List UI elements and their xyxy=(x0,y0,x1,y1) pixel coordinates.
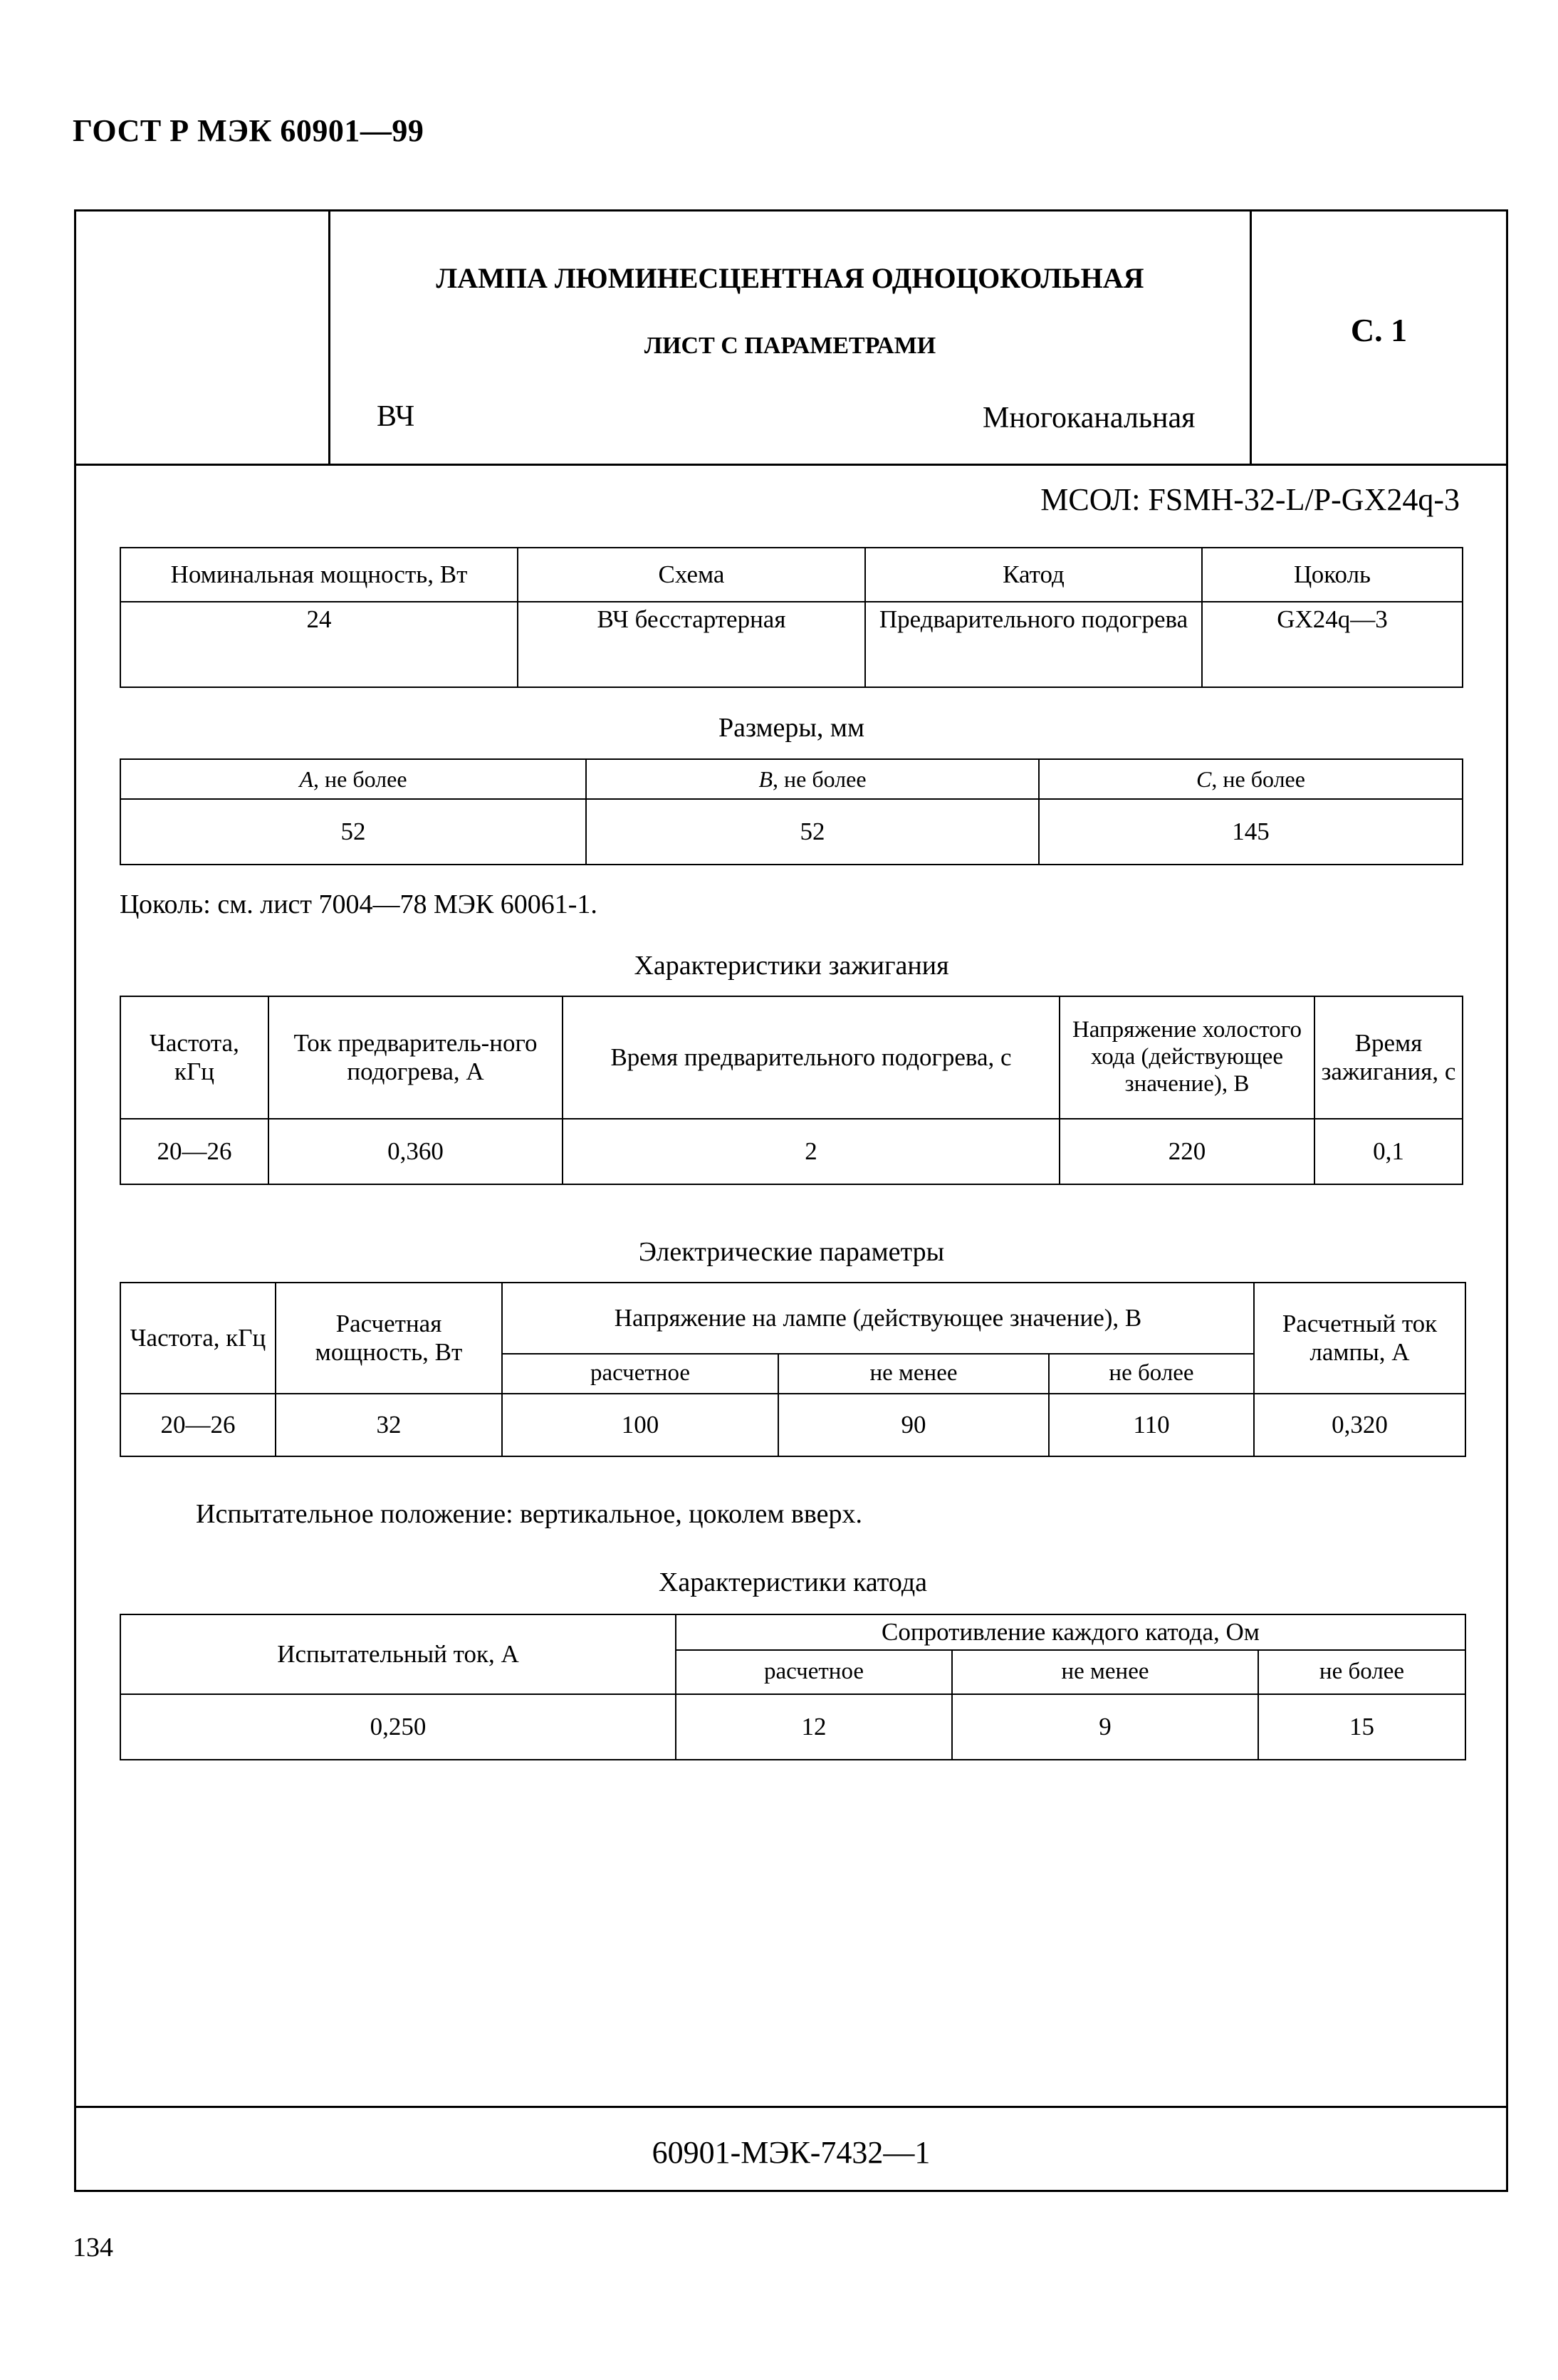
header-cell: Сопротивление каждого катода, Ом xyxy=(676,1614,1465,1650)
subheader-cell: расчетное xyxy=(502,1354,778,1394)
table-header-row xyxy=(120,548,1463,602)
main-parameter-table xyxy=(120,547,1463,688)
table-header-row xyxy=(120,996,1463,1119)
base-note: Цоколь: см. лист 7004—78 МЭК 60061-1. xyxy=(120,889,597,919)
header-cell: Расчетный ток лампы, А xyxy=(1254,1283,1465,1394)
cathode-caption: Характеристики катода xyxy=(658,1567,928,1597)
sheet-number: С. 1 xyxy=(1350,312,1408,348)
ignition-table xyxy=(120,996,1463,1185)
lamp-designation: МСОЛ: FSMH-32-L/P-GX24q-3 xyxy=(1040,482,1460,517)
header-cell: Частота, кГц xyxy=(120,1283,276,1394)
electrical-caption: Электрические параметры xyxy=(638,1237,945,1267)
value-cell: 90 xyxy=(778,1394,1049,1456)
value-cell: 12 xyxy=(676,1694,952,1760)
header-cell: Схема xyxy=(518,548,865,602)
value-cell: 145 xyxy=(1039,799,1463,865)
header-cell: Время зажигания, с xyxy=(1314,996,1463,1119)
title-right-label: Многоканальная xyxy=(983,402,1196,434)
table-row xyxy=(120,799,1463,865)
value-cell: 24 xyxy=(120,602,518,687)
test-position-note: Испытательное положение: вертикальное, цоколем вверх. xyxy=(196,1499,862,1529)
subheader-cell: не менее xyxy=(952,1650,1258,1694)
table-row xyxy=(120,1694,1465,1760)
header-cell: Номинальная мощность, Вт xyxy=(120,548,518,602)
table-row xyxy=(120,1394,1465,1456)
value-cell: 20—26 xyxy=(120,1394,276,1456)
value-cell: 20—26 xyxy=(120,1119,268,1184)
subheader-cell: не более xyxy=(1258,1650,1465,1694)
page-number: 134 xyxy=(73,2233,113,2262)
subheader-cell: расчетное xyxy=(676,1650,952,1694)
value-cell: GX24q—3 xyxy=(1202,602,1463,687)
value-cell: 0,320 xyxy=(1254,1394,1465,1456)
title-left-label: ВЧ xyxy=(377,400,415,433)
sheet-subtitle: ЛИСТ С ПАРАМЕТРАМИ xyxy=(644,333,936,359)
value-cell: 0,250 xyxy=(120,1694,676,1760)
header-cell: A, не более xyxy=(120,759,586,799)
value-cell: 2 xyxy=(563,1119,1060,1184)
value-cell: 52 xyxy=(586,799,1039,865)
table-row xyxy=(120,1119,1463,1184)
header-cell: B, не более xyxy=(586,759,1039,799)
value-cell: 9 xyxy=(952,1694,1258,1760)
dimensions-table xyxy=(120,758,1463,865)
value-cell: ВЧ бесстартерная xyxy=(518,602,865,687)
electrical-table xyxy=(120,1282,1466,1457)
cathode-table xyxy=(120,1614,1466,1760)
header-cell: Время предварительного подогрева, с xyxy=(563,996,1060,1119)
value-cell: 0,360 xyxy=(268,1119,563,1184)
subheader-cell: не более xyxy=(1049,1354,1254,1394)
sheet-title: ЛАМПА ЛЮМИНЕСЦЕНТНАЯ ОДНОЦОКОЛЬНАЯ xyxy=(436,262,1144,294)
table-header-row xyxy=(120,759,1463,799)
value-cell: 0,1 xyxy=(1314,1119,1463,1184)
footer-code: 60901-МЭК-7432—1 xyxy=(652,2135,931,2170)
table-header-row xyxy=(120,1283,1465,1354)
value-cell: 15 xyxy=(1258,1694,1465,1760)
header-cell: Испытательный ток, А xyxy=(120,1614,676,1694)
header-cell: Напряжение на лампе (действующее значение), В xyxy=(502,1283,1254,1354)
value-cell: 52 xyxy=(120,799,586,865)
value-cell: 220 xyxy=(1060,1119,1314,1184)
header-cell: Катод xyxy=(865,548,1202,602)
dimensions-caption: Размеры, мм xyxy=(718,713,864,743)
header-cell: Расчетная мощность, Вт xyxy=(276,1283,502,1394)
header-cell: C, не более xyxy=(1039,759,1463,799)
header-cell: Ток предваритель-ного подогрева, А xyxy=(268,996,563,1119)
value-cell: 32 xyxy=(276,1394,502,1456)
value-cell: 110 xyxy=(1049,1394,1254,1456)
title-block xyxy=(76,212,1506,466)
header-cell: Напряжение холостого хода (действующее значение), В xyxy=(1060,996,1314,1119)
header-cell: Частота, кГц xyxy=(120,996,268,1119)
table-row xyxy=(120,602,1463,687)
value-cell: Предварительного подогрева xyxy=(865,602,1202,687)
subheader-cell: не менее xyxy=(778,1354,1049,1394)
ignition-caption: Характеристики зажигания xyxy=(634,951,949,981)
header-cell: Цоколь xyxy=(1202,548,1463,602)
value-cell: 100 xyxy=(502,1394,778,1456)
table-header-row xyxy=(120,1614,1465,1650)
document-header: ГОСТ Р МЭК 60901—99 xyxy=(73,113,424,148)
